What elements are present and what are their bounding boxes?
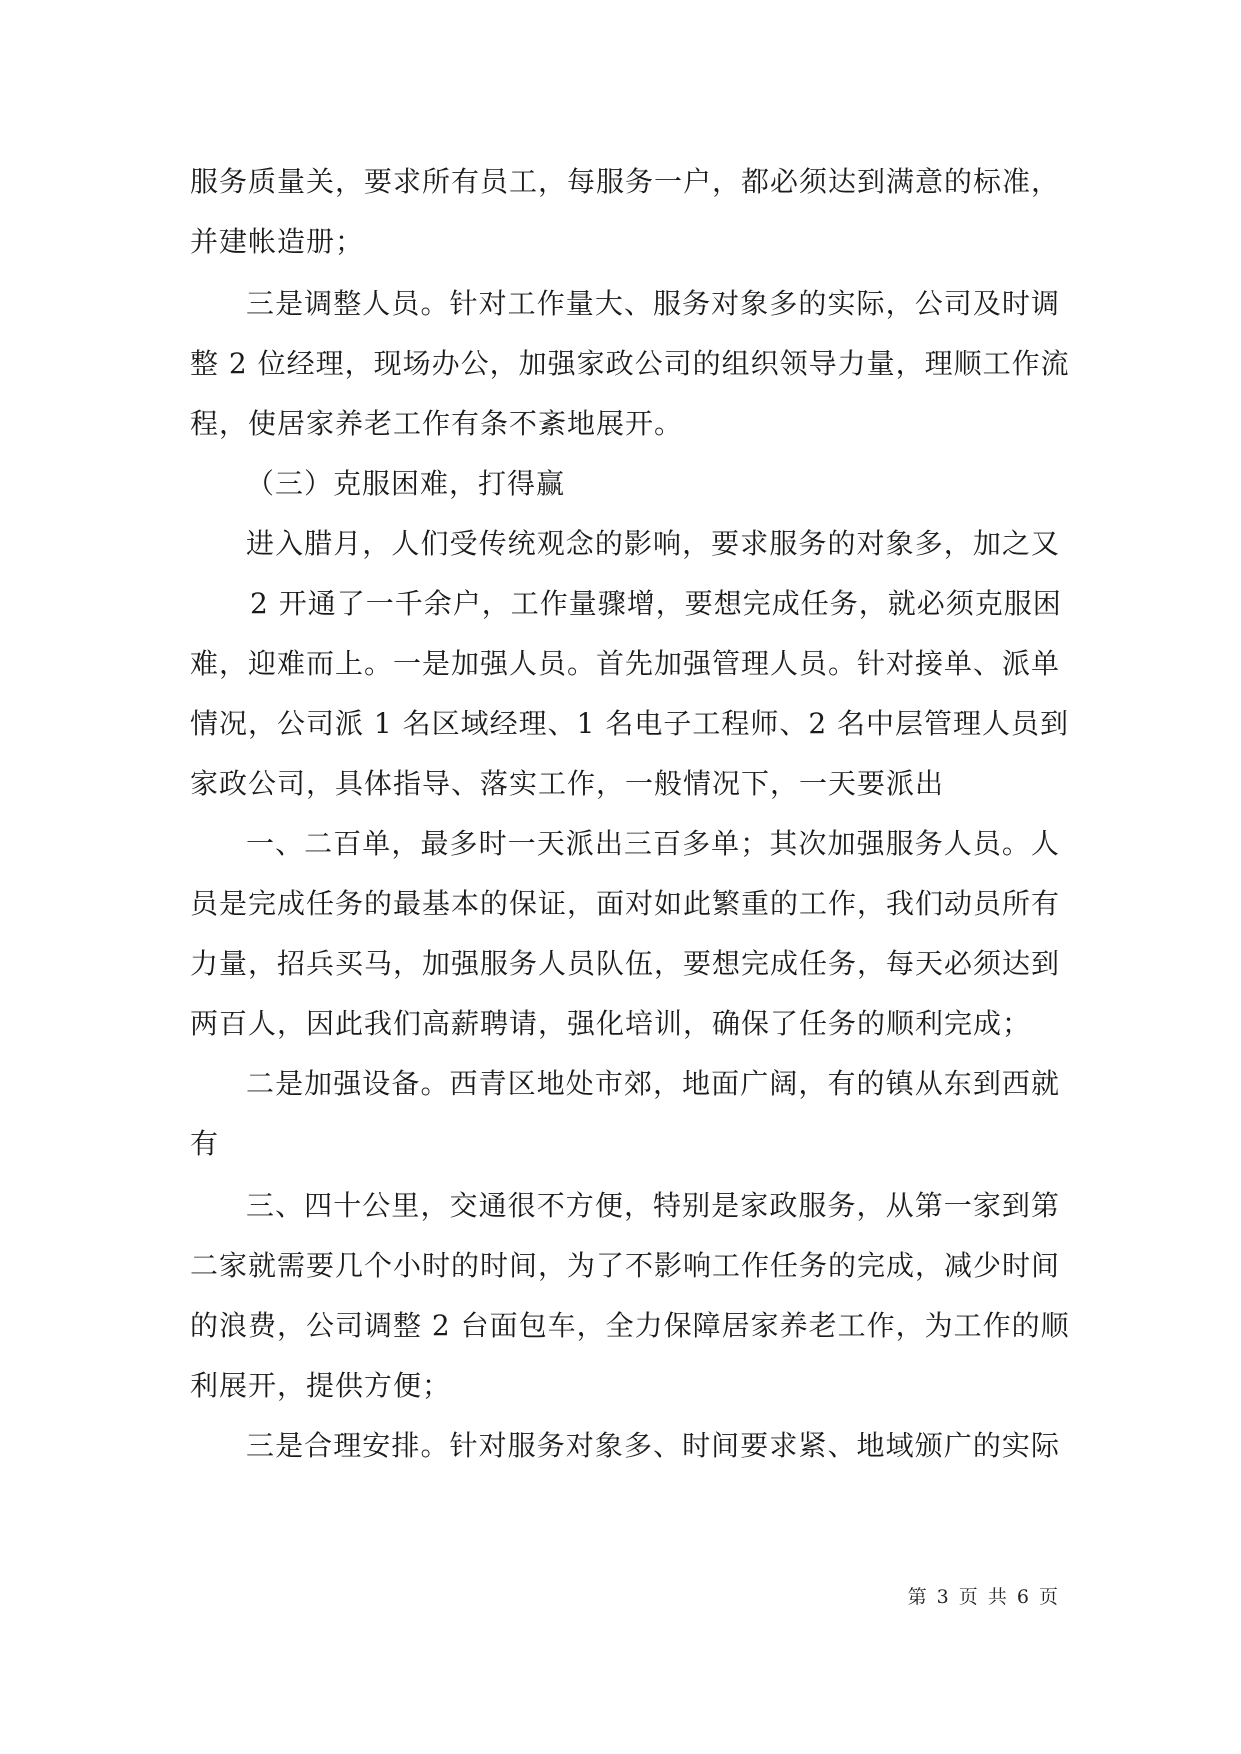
text-line: 并建帐造册； [190, 225, 365, 258]
text-line: 2 开通了一千余户，工作量骤增，要想完成任务，就必须克服困 [250, 587, 1062, 620]
text-line: 程，使居家养老工作有条不紊地展开。 [190, 407, 684, 440]
text-line: 一、二百单，最多时一天派出三百多单；其次加强服务人员。人 [246, 827, 1060, 860]
text-line: 力量，招兵买马，加强服务人员队伍，要想完成任务，每天必须达到 [190, 947, 1061, 980]
text-line: 二是加强设备。西青区地处市郊，地面广阔，有的镇从东到西就 [246, 1067, 1060, 1100]
page-number-footer: 第 3 页 共 6 页 [907, 1586, 1060, 1608]
text-line: 三是调整人员。针对工作量大、服务对象多的实际，公司及时调 [246, 287, 1060, 320]
section-heading: （三）克服困难，打得赢 [246, 467, 566, 500]
text-line: 情况，公司派 1 名区域经理、1 名电子工程师、2 名中层管理人员到 [190, 707, 1070, 740]
text-line: 服务质量关，要求所有员工，每服务一户，都必须达到满意的标准， [190, 165, 1061, 198]
text-line: 三是合理安排。针对服务对象多、时间要求紧、地域颁广的实际 [246, 1429, 1060, 1462]
text-line: 难，迎难而上。一是加强人员。首先加强管理人员。针对接单、派单 [190, 647, 1061, 680]
text-line: 二家就需要几个小时的时间，为了不影响工作任务的完成，减少时间 [190, 1249, 1061, 1282]
text-line: 整 2 位经理，现场办公，加强家政公司的组织领导力量，理顺工作流 [190, 347, 1070, 380]
text-line: 的浪费，公司调整 2 台面包车，全力保障居家养老工作，为工作的顺 [190, 1309, 1070, 1342]
text-line: 进入腊月，人们受传统观念的影响，要求服务的对象多，加之又 [246, 527, 1060, 560]
text-line: 员是完成任务的最基本的保证，面对如此繁重的工作，我们动员所有 [190, 887, 1061, 920]
text-line: 两百人，因此我们高薪聘请，强化培训，确保了任务的顺利完成； [190, 1007, 1032, 1040]
text-line: 有 [190, 1127, 220, 1160]
text-line: 利展开，提供方便； [190, 1369, 452, 1402]
text-line: 三、四十公里，交通很不方便，特别是家政服务，从第一家到第 [246, 1189, 1060, 1222]
text-line: 家政公司，具体指导、落实工作，一般情况下，一天要派出 [190, 767, 945, 800]
